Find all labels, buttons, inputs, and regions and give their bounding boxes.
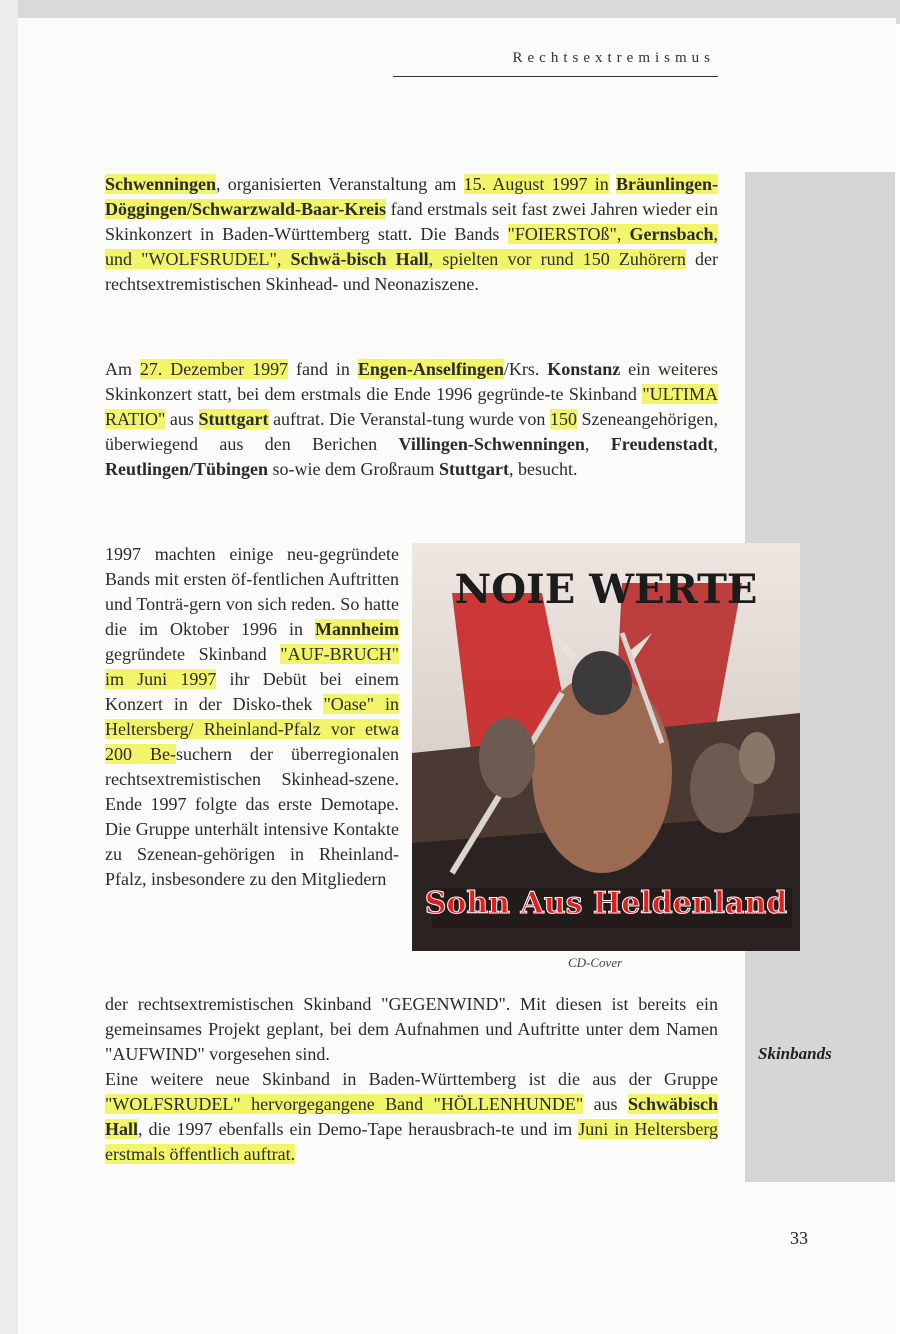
scan-border-left [0,0,18,1334]
paragraph-3: 1997 machten einige neu-gegründete Bands mit ersten öf-fentlichen Auftritten und Tonträ-gern von sich reden. So hatte die im Oktober 1996 in Mannheim gegründete Skinband "AUF-BRUCH" im Juni 1997 ihr Debüt bei einem Konzert in der Disko-thek "Oase" in Heltersberg/ Rheinland-Pfalz vor etwa 200 Be-suchern der überregionalen rechtsextremistischen Skinhead-szene. Ende 1997 folgte das erste Demotape. Die Gruppe unterhält intensive Kontakte zu Szenean-gehörigen in Rheinland-Pfalz, insbesondere zu den Mitgliedern [105,544,399,889]
paragraph-2: Am 27. Dezember 1997 fand in Engen-Anselfingen/Krs. Konstanz ein weiteres Skinkonzert statt, bei dem erstmals die Ende 1996 gegründe-te Skinband "ULTIMA RATIO" aus Stuttgart auftrat. Die Veranstal-tung wurde von 150 Szeneangehörigen, überwiegend aus den Berichen Villingen-Schwenningen, Freudenstadt, Reutlingen/Tübingen so-wie dem Großraum Stuttgart, besucht. [105,359,719,479]
running-head: Rechtsextremismus [512,50,715,66]
album-cover-image [412,543,800,951]
album-band-title: NOIE WERTE [454,566,758,613]
header-rule [393,76,718,77]
paragraph-4: der rechtsextremistischen Skinband "GEGENWIND". Mit diesen ist bereits ein gemeinsames Projekt geplant, bei dem Aufnahmen und Auftritte unter dem Namen "AUFWIND" vorgesehen sind. [105,994,718,1064]
figure-caption: CD-Cover [568,955,623,970]
margin-note: Skinbands [758,1044,832,1063]
page-number: 33 [790,1228,808,1248]
paragraph-1: Schwenningen, organisierten Veranstaltung am 15. August 1997 in Bräunlingen-Döggingen/Schwarzwald-Baar-Kreis fand erstmals seit fast zwei Jahren wieder ein Skinkonzert in Baden-Württemberg statt. Die Bands "FOIERSTOß", Gernsbach, und "WOLFSRUDEL", Schwä-bisch Hall, spielten vor rund 150 Zuhörern der rechtsextremistischen Skinhead- und Neonaziszene. [105,174,718,294]
album-cover-artwork [412,543,800,951]
album-title: Sohn Aus Heldenland [424,886,788,921]
paragraph-5: Eine weitere neue Skinband in Baden-Württemberg ist die aus der Gruppe "WOLFSRUDEL" hervorgegangene Band "HÖLLENHUNDE" aus Schwäbisch Hall, die 1997 ebenfalls ein Demo-Tape herausbrach-te und im Juni in Heltersberg erstmals öffentlich auftrat. [105,1069,718,1164]
